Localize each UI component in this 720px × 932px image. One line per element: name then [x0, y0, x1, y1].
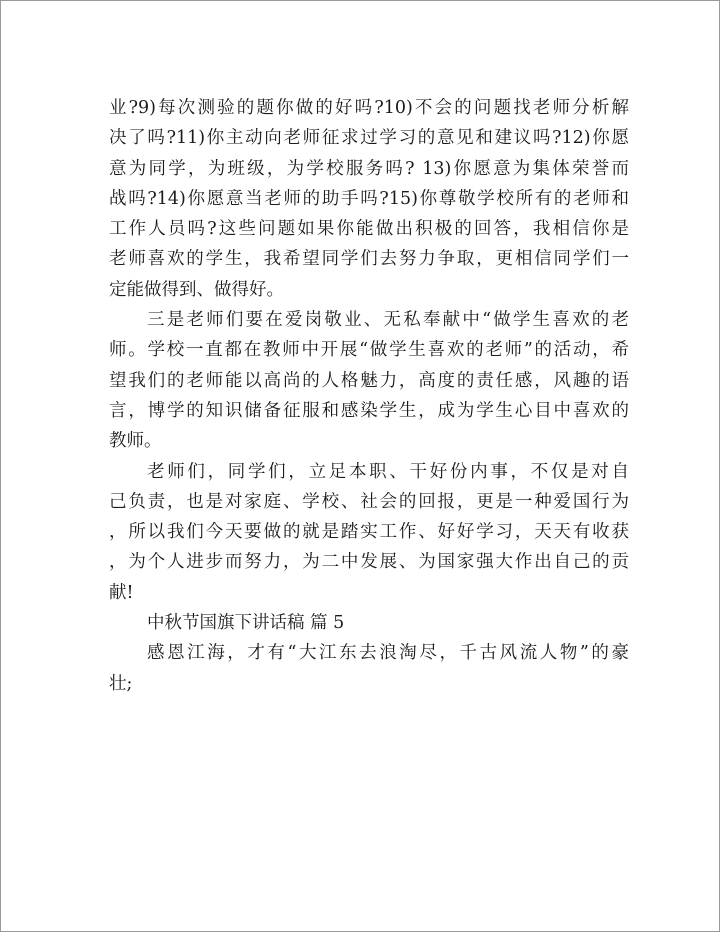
- text-line: 感恩江海，才有“大江东去浪淘尽，千古风流人物”的豪: [147, 643, 629, 664]
- text-line: 工作人员吗?这些问题如果你能做出积极的回答，我相信你是: [109, 219, 629, 240]
- paragraph-closing: [109, 457, 629, 608]
- text-line: 己负责，也是对家庭、学校、社会的回报，更是一种爱国行为: [109, 491, 629, 512]
- paragraph-survey-questions: [109, 93, 629, 305]
- text-line: 战吗?14)你愿意当老师的助手吗?15)你尊敬学校所有的老师和: [109, 188, 629, 209]
- document-body: [109, 93, 629, 699]
- section-heading: 中秋节国旗下讲话稿 篇 5: [147, 613, 345, 634]
- text-line: 师。学校一直都在教师中开展“做学生喜欢的老师”的活动，希: [109, 340, 629, 361]
- text-line: 意为同学，为班级，为学校服务吗? 13)你愿意为集体荣誉而: [109, 158, 629, 179]
- paragraph-gratitude: [109, 638, 629, 699]
- paragraph-teachers: [109, 305, 629, 456]
- text-line: 定能做得到、做得好。: [109, 279, 284, 300]
- text-line: 言，博学的知识储备征服和感染学生，成为学生心目中喜欢的: [109, 400, 629, 421]
- text-line: 壮;: [109, 673, 133, 694]
- text-line: 老师们，同学们，立足本职、干好份内事，不仅是对自: [147, 461, 629, 482]
- text-line: 三是老师们要在爱岗敬业、无私奉献中“做学生喜欢的老: [147, 310, 629, 331]
- text-line: 献!: [109, 582, 134, 603]
- text-line: 老师喜欢的学生，我希望同学们去努力争取，更相信同学们一: [109, 249, 629, 270]
- text-line: 教师。: [109, 431, 162, 452]
- text-line: 望我们的老师能以高尚的人格魅力，高度的责任感，风趣的语: [109, 370, 629, 391]
- text-line: 业?9)每次测验的题你做的好吗?10)不会的问题找老师分析解: [109, 98, 629, 118]
- text-line: ，所以我们今天要做的就是踏实工作、好好学习，天天有收获: [109, 522, 629, 543]
- text-line: ，为个人进步而努力，为二中发展、为国家强大作出自己的贡: [109, 552, 629, 573]
- text-line: 决了吗?11)你主动向老师征求过学习的意见和建议吗?12)你愿: [109, 128, 629, 149]
